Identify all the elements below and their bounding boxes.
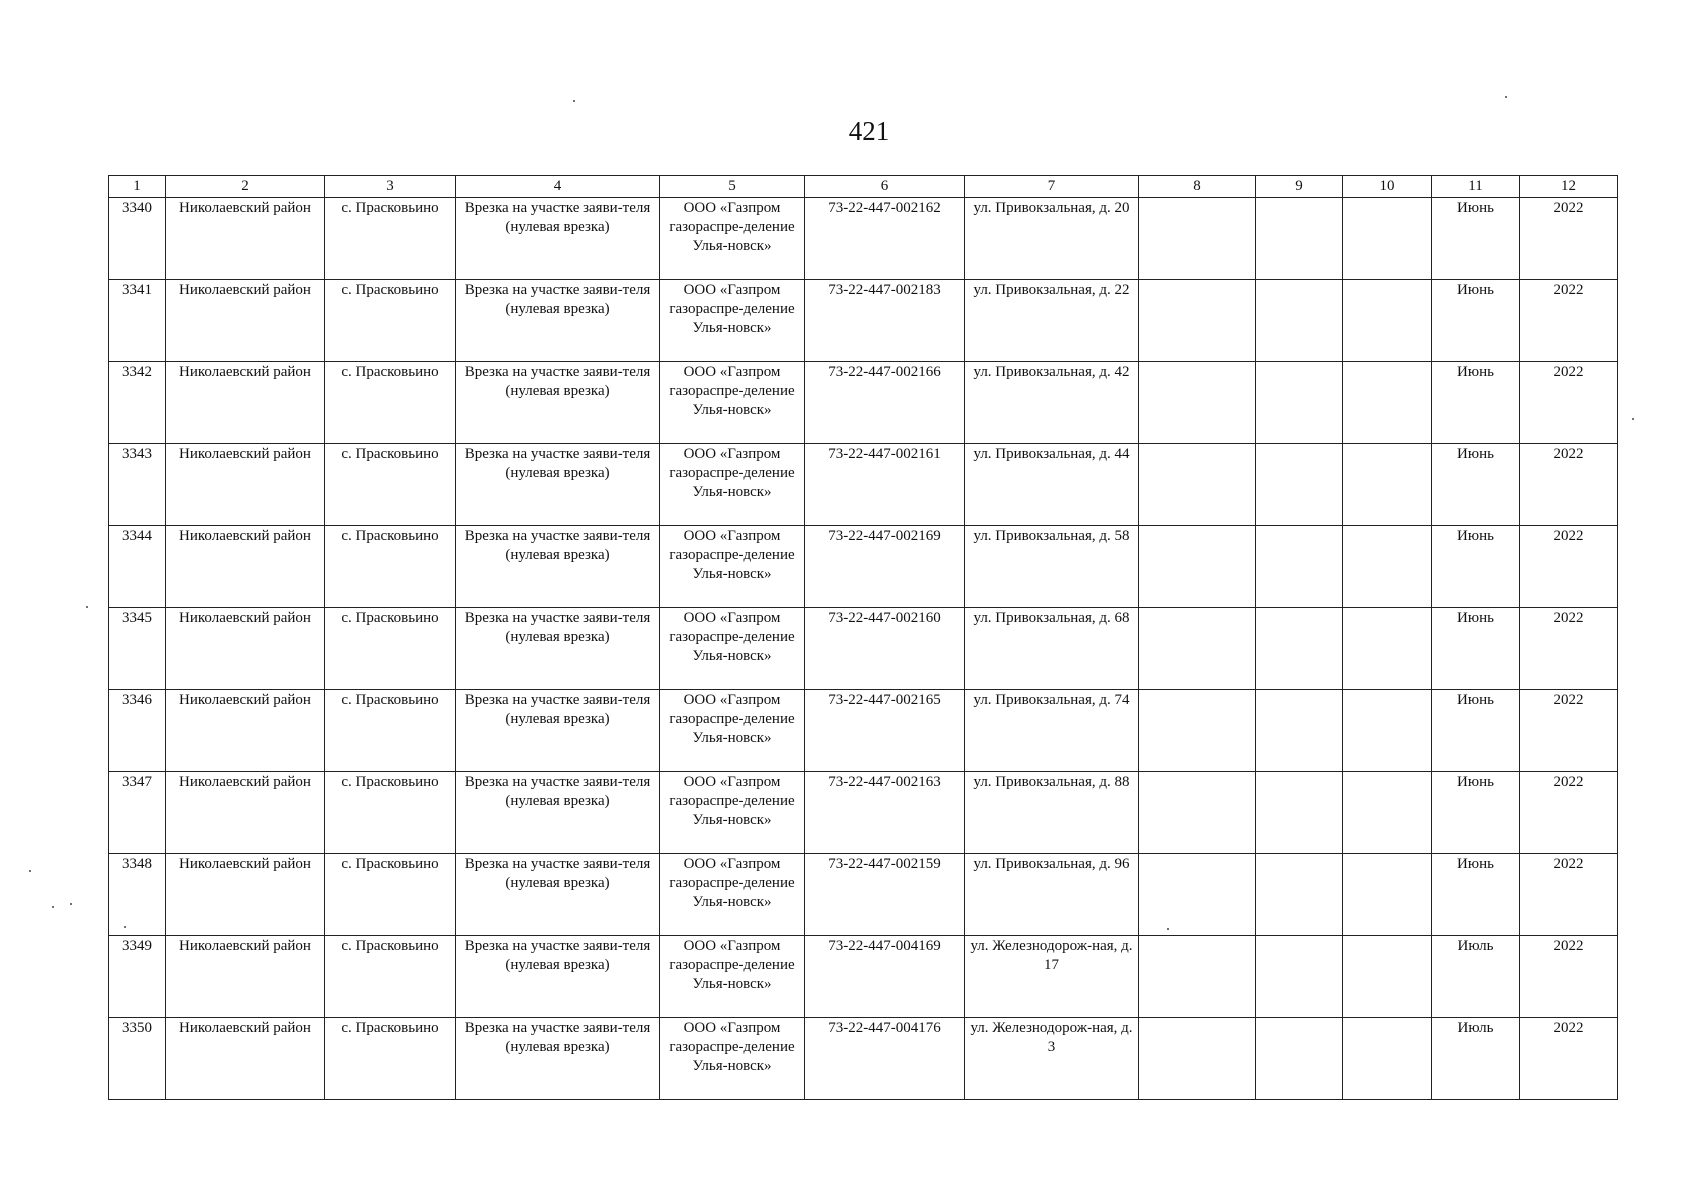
table-row bbox=[109, 198, 1618, 280]
cell-col10 bbox=[1343, 526, 1432, 608]
cell-number: 3350 bbox=[109, 1018, 166, 1100]
cell-col8 bbox=[1139, 936, 1256, 1018]
cell-year: 2022 bbox=[1520, 854, 1618, 936]
table-row bbox=[109, 362, 1618, 444]
cell-number: 3341 bbox=[109, 280, 166, 362]
cell-col9 bbox=[1256, 1018, 1343, 1100]
cell-year: 2022 bbox=[1520, 772, 1618, 854]
cell-settlement: с. Прасковьино bbox=[325, 526, 456, 608]
cell-number: 3342 bbox=[109, 362, 166, 444]
cell-organization: ООО «Газпром газораспре-деление Улья-новск» bbox=[660, 1018, 805, 1100]
cell-month: Июнь bbox=[1432, 526, 1520, 608]
column-header: 8 bbox=[1139, 176, 1256, 198]
cell-district: Николаевский район bbox=[166, 526, 325, 608]
cell-organization: ООО «Газпром газораспре-деление Улья-новск» bbox=[660, 526, 805, 608]
cell-col8 bbox=[1139, 608, 1256, 690]
cell-work: Врезка на участке заяви-теля (нулевая врезка) bbox=[456, 936, 660, 1018]
table-row bbox=[109, 280, 1618, 362]
cell-settlement: с. Прасковьино bbox=[325, 280, 456, 362]
column-header: 10 bbox=[1343, 176, 1432, 198]
cell-year: 2022 bbox=[1520, 444, 1618, 526]
cell-code: 73-22-447-002183 bbox=[805, 280, 965, 362]
cell-month: Июнь bbox=[1432, 608, 1520, 690]
cell-number: 3340 bbox=[109, 198, 166, 280]
cell-month: Июнь bbox=[1432, 198, 1520, 280]
cell-district: Николаевский район bbox=[166, 690, 325, 772]
scan-speck bbox=[29, 870, 31, 872]
cell-organization: ООО «Газпром газораспре-деление Улья-новск» bbox=[660, 362, 805, 444]
cell-month: Июль bbox=[1432, 1018, 1520, 1100]
cell-settlement: с. Прасковьино bbox=[325, 198, 456, 280]
cell-col8 bbox=[1139, 526, 1256, 608]
cell-col10 bbox=[1343, 1018, 1432, 1100]
cell-address: ул. Привокзальная, д. 20 bbox=[965, 198, 1139, 280]
cell-settlement: с. Прасковьино bbox=[325, 854, 456, 936]
cell-settlement: с. Прасковьино bbox=[325, 1018, 456, 1100]
cell-col9 bbox=[1256, 772, 1343, 854]
cell-col10 bbox=[1343, 772, 1432, 854]
cell-code: 73-22-447-004176 bbox=[805, 1018, 965, 1100]
cell-district: Николаевский район bbox=[166, 854, 325, 936]
cell-address: ул. Привокзальная, д. 74 bbox=[965, 690, 1139, 772]
cell-organization: ООО «Газпром газораспре-деление Улья-новск» bbox=[660, 936, 805, 1018]
cell-district: Николаевский район bbox=[166, 280, 325, 362]
cell-col8 bbox=[1139, 198, 1256, 280]
cell-address: ул. Привокзальная, д. 42 bbox=[965, 362, 1139, 444]
cell-settlement: с. Прасковьино bbox=[325, 772, 456, 854]
cell-number: 3349 bbox=[109, 936, 166, 1018]
scan-speck bbox=[86, 606, 88, 608]
table-row bbox=[109, 772, 1618, 854]
cell-address: ул. Привокзальная, д. 22 bbox=[965, 280, 1139, 362]
cell-col9 bbox=[1256, 526, 1343, 608]
cell-work: Врезка на участке заяви-теля (нулевая врезка) bbox=[456, 772, 660, 854]
cell-col10 bbox=[1343, 444, 1432, 526]
table-row bbox=[109, 690, 1618, 772]
cell-code: 73-22-447-002161 bbox=[805, 444, 965, 526]
cell-code: 73-22-447-004169 bbox=[805, 936, 965, 1018]
cell-col8 bbox=[1139, 1018, 1256, 1100]
cell-col8 bbox=[1139, 362, 1256, 444]
cell-work: Врезка на участке заяви-теля (нулевая врезка) bbox=[456, 526, 660, 608]
scan-speck bbox=[1505, 96, 1507, 98]
cell-district: Николаевский район bbox=[166, 772, 325, 854]
cell-col10 bbox=[1343, 198, 1432, 280]
cell-number: 3346 bbox=[109, 690, 166, 772]
cell-organization: ООО «Газпром газораспре-деление Улья-новск» bbox=[660, 608, 805, 690]
cell-work: Врезка на участке заяви-теля (нулевая врезка) bbox=[456, 1018, 660, 1100]
cell-col10 bbox=[1343, 362, 1432, 444]
cell-settlement: с. Прасковьино bbox=[325, 608, 456, 690]
cell-month: Июнь bbox=[1432, 280, 1520, 362]
cell-col8 bbox=[1139, 690, 1256, 772]
cell-year: 2022 bbox=[1520, 362, 1618, 444]
cell-address: ул. Привокзальная, д. 88 bbox=[965, 772, 1139, 854]
cell-number: 3344 bbox=[109, 526, 166, 608]
column-header: 7 bbox=[965, 176, 1139, 198]
cell-month: Июнь bbox=[1432, 362, 1520, 444]
cell-work: Врезка на участке заяви-теля (нулевая врезка) bbox=[456, 444, 660, 526]
page-number: 421 bbox=[848, 116, 890, 146]
cell-year: 2022 bbox=[1520, 936, 1618, 1018]
cell-district: Николаевский район bbox=[166, 936, 325, 1018]
cell-organization: ООО «Газпром газораспре-деление Улья-новск» bbox=[660, 772, 805, 854]
cell-organization: ООО «Газпром газораспре-деление Улья-новск» bbox=[660, 198, 805, 280]
cell-month: Июнь bbox=[1432, 690, 1520, 772]
cell-code: 73-22-447-002163 bbox=[805, 772, 965, 854]
cell-col9 bbox=[1256, 690, 1343, 772]
cell-district: Николаевский район bbox=[166, 198, 325, 280]
cell-settlement: с. Прасковьино bbox=[325, 690, 456, 772]
cell-work: Врезка на участке заяви-теля (нулевая врезка) bbox=[456, 198, 660, 280]
cell-col8 bbox=[1139, 280, 1256, 362]
cell-number: 3343 bbox=[109, 444, 166, 526]
cell-col9 bbox=[1256, 362, 1343, 444]
column-header: 6 bbox=[805, 176, 965, 198]
table-row bbox=[109, 936, 1618, 1018]
cell-year: 2022 bbox=[1520, 526, 1618, 608]
registry-table bbox=[108, 175, 1618, 1100]
table-row bbox=[109, 444, 1618, 526]
cell-organization: ООО «Газпром газораспре-деление Улья-новск» bbox=[660, 444, 805, 526]
cell-organization: ООО «Газпром газораспре-деление Улья-новск» bbox=[660, 854, 805, 936]
cell-month: Июль bbox=[1432, 936, 1520, 1018]
table-row bbox=[109, 1018, 1618, 1100]
cell-settlement: с. Прасковьино bbox=[325, 936, 456, 1018]
cell-year: 2022 bbox=[1520, 690, 1618, 772]
cell-address: ул. Привокзальная, д. 44 bbox=[965, 444, 1139, 526]
column-header: 3 bbox=[325, 176, 456, 198]
cell-number: 3347 bbox=[109, 772, 166, 854]
scan-speck bbox=[70, 903, 72, 905]
cell-year: 2022 bbox=[1520, 1018, 1618, 1100]
cell-work: Врезка на участке заяви-теля (нулевая врезка) bbox=[456, 854, 660, 936]
cell-col9 bbox=[1256, 280, 1343, 362]
cell-code: 73-22-447-002162 bbox=[805, 198, 965, 280]
cell-settlement: с. Прасковьино bbox=[325, 444, 456, 526]
table-row bbox=[109, 526, 1618, 608]
cell-month: Июнь bbox=[1432, 444, 1520, 526]
cell-col8 bbox=[1139, 444, 1256, 526]
cell-col9 bbox=[1256, 608, 1343, 690]
cell-col9 bbox=[1256, 198, 1343, 280]
column-header: 9 bbox=[1256, 176, 1343, 198]
cell-work: Врезка на участке заяви-теля (нулевая врезка) bbox=[456, 690, 660, 772]
cell-col9 bbox=[1256, 854, 1343, 936]
cell-col10 bbox=[1343, 936, 1432, 1018]
scan-speck bbox=[1632, 418, 1634, 420]
table-row bbox=[109, 608, 1618, 690]
column-header: 11 bbox=[1432, 176, 1520, 198]
cell-col10 bbox=[1343, 608, 1432, 690]
table-row bbox=[109, 854, 1618, 936]
cell-year: 2022 bbox=[1520, 198, 1618, 280]
cell-number: 3348 bbox=[109, 854, 166, 936]
cell-col8 bbox=[1139, 772, 1256, 854]
cell-address: ул. Привокзальная, д. 68 bbox=[965, 608, 1139, 690]
cell-organization: ООО «Газпром газораспре-деление Улья-новск» bbox=[660, 690, 805, 772]
cell-district: Николаевский район bbox=[166, 1018, 325, 1100]
cell-address: ул. Привокзальная, д. 96 bbox=[965, 854, 1139, 936]
cell-organization: ООО «Газпром газораспре-деление Улья-новск» bbox=[660, 280, 805, 362]
cell-work: Врезка на участке заяви-теля (нулевая врезка) bbox=[456, 362, 660, 444]
cell-month: Июнь bbox=[1432, 772, 1520, 854]
column-header: 5 bbox=[660, 176, 805, 198]
cell-address: ул. Железнодорож-ная, д. 3 bbox=[965, 1018, 1139, 1100]
cell-col8 bbox=[1139, 854, 1256, 936]
cell-col10 bbox=[1343, 854, 1432, 936]
cell-col10 bbox=[1343, 280, 1432, 362]
cell-col10 bbox=[1343, 690, 1432, 772]
scan-speck bbox=[573, 100, 575, 102]
cell-number: 3345 bbox=[109, 608, 166, 690]
scan-speck bbox=[52, 906, 54, 908]
cell-settlement: с. Прасковьино bbox=[325, 362, 456, 444]
column-header: 1 bbox=[109, 176, 166, 198]
cell-col9 bbox=[1256, 444, 1343, 526]
cell-code: 73-22-447-002169 bbox=[805, 526, 965, 608]
cell-year: 2022 bbox=[1520, 608, 1618, 690]
cell-work: Врезка на участке заяви-теля (нулевая врезка) bbox=[456, 608, 660, 690]
cell-work: Врезка на участке заяви-теля (нулевая врезка) bbox=[456, 280, 660, 362]
cell-code: 73-22-447-002160 bbox=[805, 608, 965, 690]
cell-address: ул. Привокзальная, д. 58 bbox=[965, 526, 1139, 608]
cell-district: Николаевский район bbox=[166, 608, 325, 690]
column-header: 4 bbox=[456, 176, 660, 198]
cell-district: Николаевский район bbox=[166, 444, 325, 526]
cell-code: 73-22-447-002165 bbox=[805, 690, 965, 772]
cell-code: 73-22-447-002159 bbox=[805, 854, 965, 936]
column-header: 12 bbox=[1520, 176, 1618, 198]
cell-district: Николаевский район bbox=[166, 362, 325, 444]
cell-code: 73-22-447-002166 bbox=[805, 362, 965, 444]
cell-month: Июнь bbox=[1432, 854, 1520, 936]
cell-address: ул. Железнодорож-ная, д. 17 bbox=[965, 936, 1139, 1018]
cell-col9 bbox=[1256, 936, 1343, 1018]
column-header: 2 bbox=[166, 176, 325, 198]
cell-year: 2022 bbox=[1520, 280, 1618, 362]
header-row bbox=[109, 176, 1618, 198]
